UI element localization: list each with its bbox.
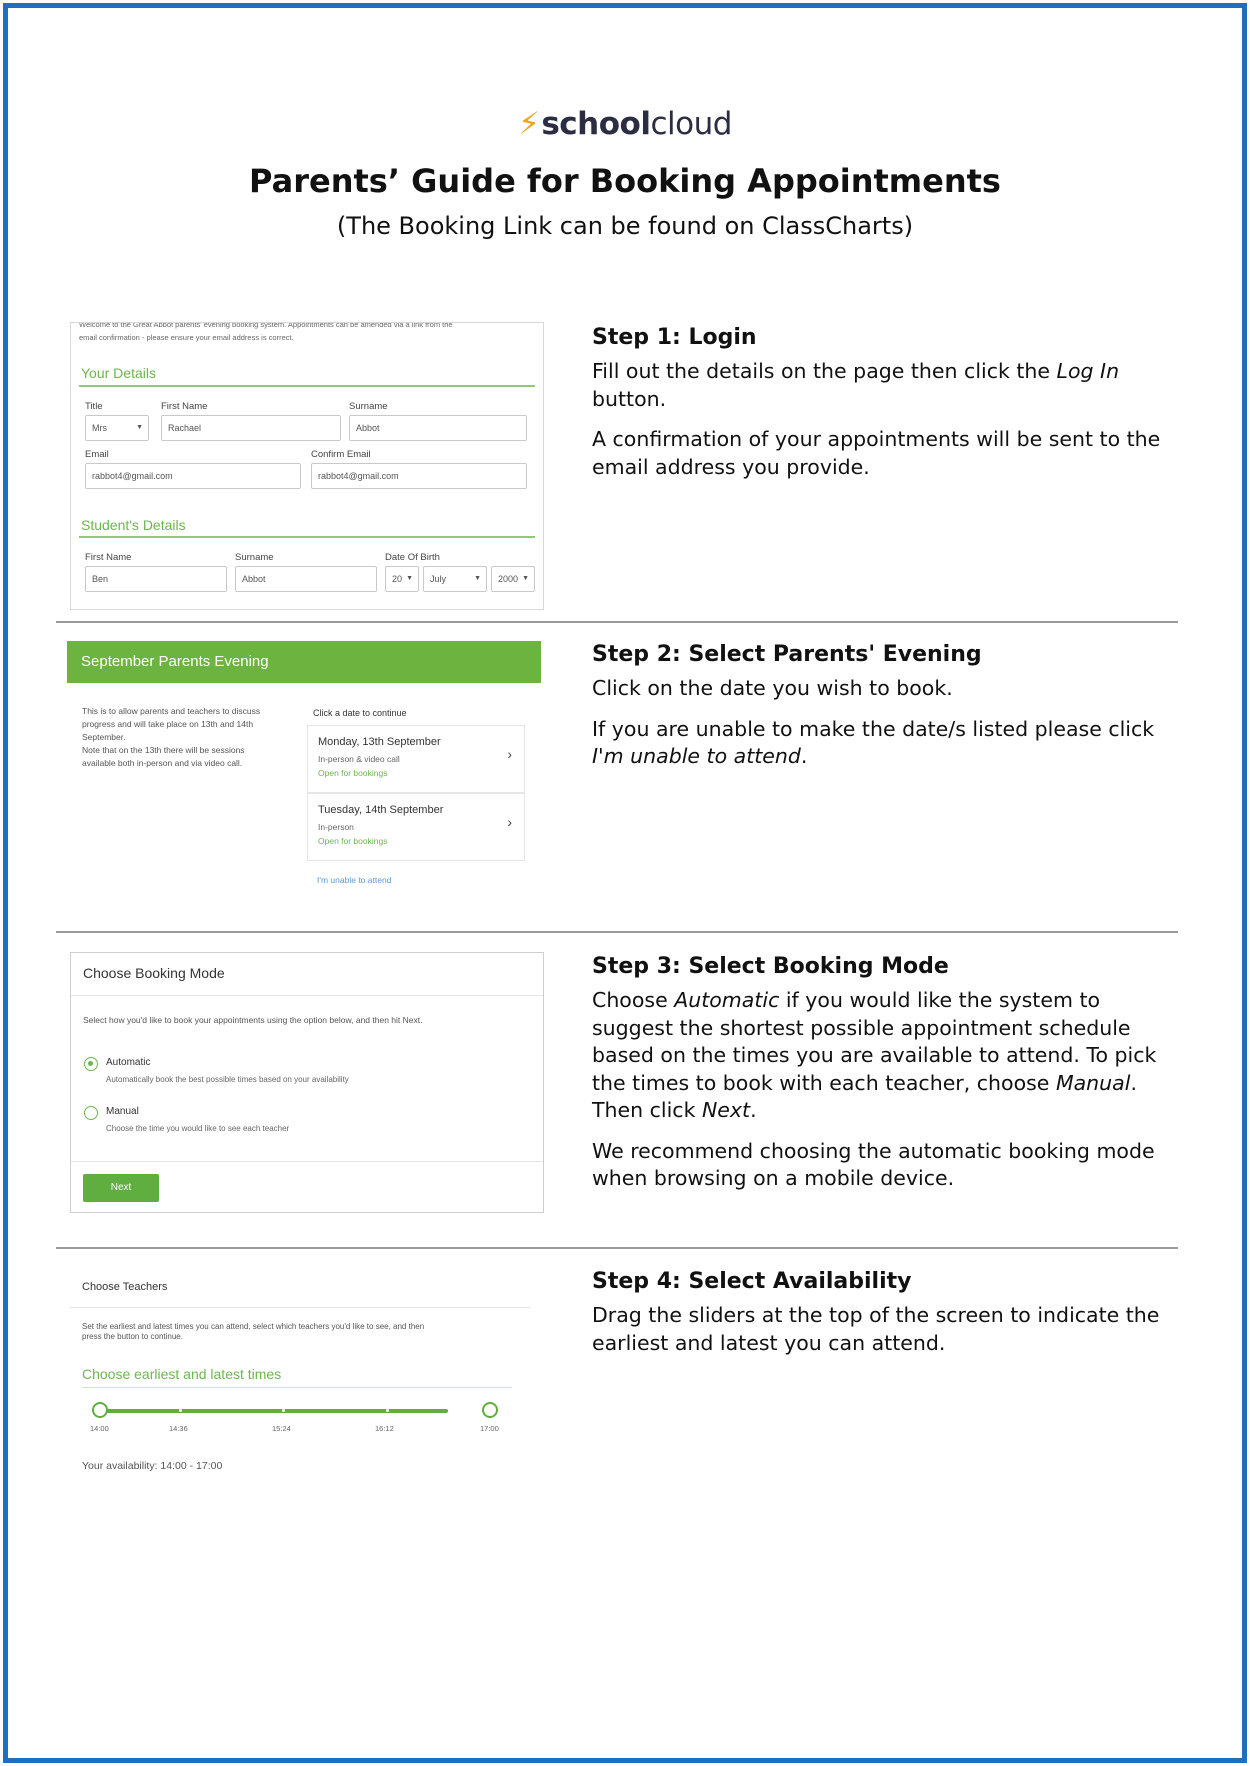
slider-tick-label: 16:12	[375, 1424, 394, 1433]
page-title: Parents’ Guide for Booking Appointments	[249, 162, 1001, 200]
footer-divider	[71, 1161, 543, 1162]
step3-text	[592, 953, 1172, 1206]
chevron-right-icon: ›	[507, 814, 512, 830]
step3-paragraph-2: We recommend choosing the automatic booking mode when browsing on a mobile device.	[592, 1138, 1155, 1190]
chevron-down-icon: ▼	[474, 575, 481, 582]
your-details-heading: Your Details	[81, 365, 156, 381]
section-divider	[82, 1387, 512, 1388]
slider-tick-label: 17:00	[480, 1424, 499, 1433]
step1-paragraph-2: A confirmation of your appointments will be sent to the email address you provide.	[592, 427, 1161, 479]
students-details-heading: Student's Details	[81, 517, 186, 533]
chevron-right-icon: ›	[507, 746, 512, 762]
first-name-field[interactable]: Rachael	[161, 415, 341, 441]
logo-bolt-icon: ⚡	[518, 106, 540, 142]
page-subtitle: (The Booking Link can be found on ClassCharts)	[336, 212, 914, 240]
slider-tick-dot	[179, 1409, 182, 1412]
date-option-monday[interactable]: Monday, 13th September In-person & video call Open for bookings ›	[307, 725, 525, 793]
surname-field[interactable]: Abbot	[349, 415, 527, 441]
booking-mode-instruction: Select how you'd like to book your appointments using the option below, and then hit Next.	[83, 1015, 423, 1025]
dob-day-select[interactable]: 20 ▼	[385, 566, 419, 592]
availability-instruction: Set the earliest and latest times you can attend, select which teachers you'd like to see, and then press the button to continue.	[82, 1322, 425, 1341]
parents-evening-banner: September Parents Evening	[67, 641, 541, 683]
step1-paragraph-1: Fill out the details on the page then click the Log In button.	[592, 359, 1120, 411]
surname-label: Surname	[349, 401, 388, 412]
automatic-description: Automatically book the best possible times based on your availability	[106, 1075, 349, 1084]
chevron-down-icon: ▼	[136, 424, 143, 431]
login-intro: Welcome to the Great Abbot parents' evening booking system. Appointments can be amended via a link from the	[79, 322, 453, 329]
title-label: Title	[85, 401, 103, 412]
earliest-time-handle[interactable]	[92, 1402, 108, 1418]
slider-tick-label: 15:24	[272, 1424, 291, 1433]
step3-heading: Step 3: Select Booking Mode	[592, 954, 949, 979]
header-divider	[70, 1307, 530, 1308]
login-intro-2: email confirmation - please ensure your email address is correct.	[79, 333, 294, 342]
title-select[interactable]: Mrs ▼	[85, 415, 149, 441]
step2-text	[592, 641, 1172, 784]
next-button[interactable]: Next	[83, 1174, 159, 1202]
manual-label: Manual	[106, 1106, 139, 1117]
earliest-latest-heading: Choose earliest and latest times	[82, 1366, 282, 1382]
student-first-name-field[interactable]: Ben	[85, 566, 227, 592]
step2-paragraph-2: If you are unable to make the date/s listed please click I'm unable to attend.	[592, 716, 1155, 768]
first-name-label: First Name	[161, 401, 208, 412]
slider-tick-dot	[282, 1409, 285, 1412]
booking-mode-title: Choose Booking Mode	[83, 965, 225, 981]
automatic-radio[interactable]	[84, 1057, 98, 1071]
dob-year-select[interactable]: 2000 ▼	[491, 566, 535, 592]
latest-time-handle[interactable]	[482, 1402, 498, 1418]
click-date-heading: Click a date to continue	[313, 708, 407, 718]
section-divider	[56, 931, 1178, 933]
step4-heading: Step 4: Select Availability	[592, 1269, 912, 1294]
step3-screenshot	[70, 952, 544, 1213]
manual-radio[interactable]	[84, 1106, 98, 1120]
step4-screenshot	[70, 1265, 530, 1485]
section-divider	[79, 385, 535, 387]
step3-paragraph-1: Choose Automatic if you would like the system to suggest the shortest possible appointment schedule based on the times you are available to attend. To pick the times to book with each teacher, choose Manual. Then click Next.	[592, 988, 1157, 1122]
student-surname-label: Surname	[235, 552, 274, 563]
step1-text	[592, 324, 1172, 494]
manual-description: Choose the time you would like to see each teacher	[106, 1124, 290, 1133]
slider-tick-label: 14:36	[169, 1424, 188, 1433]
unable-to-attend-link[interactable]: I'm unable to attend	[317, 875, 392, 885]
section-divider	[56, 1247, 1178, 1249]
choose-teachers-title: Choose Teachers	[82, 1281, 168, 1293]
schoolcloud-logo: ⚡schoolcloud	[518, 106, 732, 142]
step2-paragraph-1: Click on the date you wish to book.	[592, 676, 953, 700]
step4-text	[592, 1268, 1172, 1370]
confirm-email-field[interactable]: rabbot4@gmail.com	[311, 463, 527, 489]
step4-paragraph-1: Drag the sliders at the top of the screen to indicate the earliest and latest you can attend.	[592, 1303, 1160, 1355]
section-divider	[79, 536, 535, 538]
availability-summary: Your availability: 14:00 - 17:00	[82, 1460, 223, 1472]
student-first-name-label: First Name	[85, 552, 132, 563]
step2-screenshot	[67, 641, 541, 891]
chevron-down-icon: ▼	[406, 575, 413, 582]
dob-label: Date Of Birth	[385, 552, 440, 563]
email-field[interactable]: rabbot4@gmail.com	[85, 463, 301, 489]
step1-heading: Step 1: Login	[592, 325, 757, 350]
date-option-tuesday[interactable]: Tuesday, 14th September In-person Open for bookings ›	[307, 793, 525, 861]
evening-description: This is to allow parents and teachers to discuss progress and will take place on 13th and 14th September. Note that on the 13th there will be sessions available both in-person and via video call.	[82, 706, 261, 768]
automatic-label: Automatic	[106, 1057, 151, 1068]
dob-month-select[interactable]: July ▼	[423, 566, 487, 592]
step2-heading: Step 2: Select Parents' Evening	[592, 642, 982, 667]
student-surname-field[interactable]: Abbot	[235, 566, 377, 592]
slider-tick-label: 14:00	[90, 1424, 109, 1433]
confirm-email-label: Confirm Email	[311, 449, 371, 460]
step1-screenshot	[70, 322, 544, 610]
chevron-down-icon: ▼	[522, 575, 529, 582]
time-range-slider-track[interactable]	[98, 1409, 448, 1413]
slider-tick-dot	[386, 1409, 389, 1412]
section-divider	[56, 621, 1178, 623]
email-label: Email	[85, 449, 109, 460]
header-divider	[71, 995, 543, 996]
